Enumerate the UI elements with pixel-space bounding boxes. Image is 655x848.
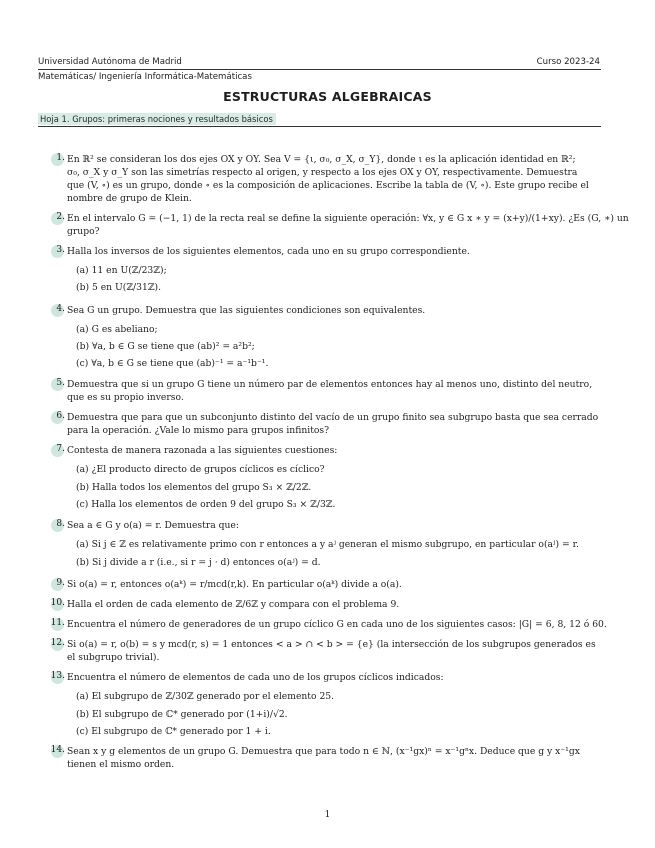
problem-statement	[67, 304, 603, 317]
problem-number	[39, 245, 65, 259]
problem-number-text: 4.	[56, 304, 65, 314]
problem-line: Encuentra el número de generadores de un grupo cíclico G en cada uno de los siguientes casos: |G| = 6, 8, 12 ó 60.	[67, 619, 607, 630]
problem-number-text: 7.	[56, 444, 65, 454]
university-name: Universidad Autónoma de Madrid	[38, 57, 182, 67]
problem-number-text: 10.	[50, 598, 65, 608]
problem-statement	[67, 598, 603, 611]
problem-number	[39, 444, 65, 458]
problem-statement	[67, 638, 603, 664]
problem-number	[39, 618, 65, 632]
problem-statement	[67, 618, 607, 631]
problem-statement	[67, 745, 603, 771]
subitem: (c) El subgrupo de ℂ* generado por 1 + i.	[76, 726, 271, 737]
problem-line: que (V, ∘) es un grupo, donde ∘ es la composición de aplicaciones. Escribe la tabla de (V, ∘). Este grupo recibe el	[67, 180, 589, 191]
subitem: (a) ¿El producto directo de grupos cíclicos es cíclico?	[76, 464, 325, 475]
header-rule-bottom	[38, 126, 601, 127]
page-number: 1	[324, 810, 331, 820]
problem-line: Si o(a) = r, entonces o(aᵏ) = r/mcd(r,k). En particular o(aᵏ) divide a o(a).	[67, 579, 402, 590]
problem-number	[39, 598, 65, 612]
problem-number-text: 5.	[56, 378, 65, 388]
problem-number-text: 1.	[56, 153, 65, 163]
header-rule-top	[38, 69, 601, 70]
problem-number-text: 12.	[50, 638, 65, 648]
problem-line: σ₀, σ_X y σ_Y son las simetrías respecto al origen, y respecto a los ejes OX y OY, respectivamente. Demuestra	[67, 167, 578, 178]
problem-number	[39, 153, 65, 167]
problem-line: nombre de grupo de Klein.	[67, 193, 192, 204]
course-year: Curso 2023-24	[536, 57, 600, 67]
problem-number	[39, 378, 65, 392]
problem-line: Sea G un grupo. Demuestra que las siguientes condiciones son equivalentes.	[67, 305, 426, 316]
subitem: (b) Halla todos los elementos del grupo S₃ × ℤ/2ℤ.	[76, 482, 312, 493]
problem-line: Sean x y g elementos de un grupo G. Demuestra que para todo n ∈ ℕ, (x⁻¹gx)ⁿ = x⁻¹gⁿx. Deduce que g y x⁻¹gx	[67, 746, 580, 757]
document-title: ESTRUCTURAS ALGEBRAICAS	[223, 89, 432, 104]
problem-number	[39, 671, 65, 685]
problem-statement	[67, 671, 603, 684]
problem-number-text: 13.	[50, 671, 65, 681]
subitem: (b) ∀a, b ∈ G se tiene que (ab)² = a²b²;	[76, 341, 255, 352]
problem-number	[39, 519, 65, 533]
problem-number	[39, 212, 65, 226]
problem-number	[39, 638, 65, 652]
problem-statement	[67, 444, 603, 457]
problem-line: tienen el mismo orden.	[67, 759, 175, 770]
problem-line: Halla el orden de cada elemento de ℤ/6ℤ y compara con el problema 9.	[67, 599, 400, 610]
problem-number-text: 14.	[50, 745, 65, 755]
problem-statement	[67, 153, 603, 205]
problem-number	[39, 745, 65, 759]
problem-number	[39, 304, 65, 318]
subitem: (a) 11 en U(ℤ/23ℤ);	[76, 265, 167, 276]
problem-number-text: 3.	[56, 245, 65, 255]
problem-line: Contesta de manera razonada a las siguientes cuestiones:	[67, 445, 338, 456]
problem-line: Demuestra que para que un subconjunto distinto del vacío de un grupo finito sea subgrupo basta que sea cerrado	[67, 412, 599, 423]
subitem: (a) G es abeliano;	[76, 324, 158, 335]
subitem: (a) El subgrupo de ℤ/30ℤ generado por el elemento 25.	[76, 691, 335, 702]
problem-number	[39, 578, 65, 592]
problem-number-text: 6.	[56, 411, 65, 421]
problem-line: que es su propio inverso.	[67, 392, 184, 403]
problem-statement	[67, 245, 603, 258]
problem-statement	[67, 411, 603, 437]
problem-line: Demuestra que si un grupo G tiene un número par de elementos entonces hay al menos uno, distinto del neutro,	[67, 379, 593, 390]
degree-name: Matemáticas/ Ingeniería Informática-Matemáticas	[38, 72, 252, 82]
problem-line: para la operación. ¿Vale lo mismo para grupos infinitos?	[67, 425, 330, 436]
subitem: (b) El subgrupo de ℂ* generado por (1+i)/√2.	[76, 709, 288, 720]
problem-number-text: 9.	[56, 578, 65, 588]
problem-line: grupo?	[67, 226, 100, 237]
problem-line: Halla los inversos de los siguientes elementos, cada uno en su grupo correspondiente.	[67, 246, 470, 257]
subitem: (b) 5 en U(ℤ/31ℤ).	[76, 282, 162, 293]
problem-statement	[67, 378, 603, 404]
problem-line: En el intervalo G = (−1, 1) de la recta real se define la siguiente operación: ∀x, y ∈ G x ∗ y = (x+y)/(1+xy). ¿Es (G, ∗) un	[67, 213, 629, 224]
subitem: (b) Si j divide a r (i.e., si r = j · d) entonces o(aʲ) = d.	[76, 557, 321, 568]
problem-line: Sea a ∈ G y o(a) = r. Demuestra que:	[67, 520, 239, 531]
problem-number	[39, 411, 65, 425]
problem-line: Si o(a) = r, o(b) = s y mcd(r, s) = 1 entonces < a > ∩ < b > = {e} (la intersección de los subgrupos generados es	[67, 639, 596, 650]
problem-statement	[67, 212, 629, 238]
problem-line: Encuentra el número de elementos de cada uno de los grupos cíclicos indicados:	[67, 672, 444, 683]
subitem: (a) Si j ∈ ℤ es relativamente primo con r entonces a y aʲ generan el mismo subgrupo, en particular o(aʲ) = r.	[76, 539, 579, 550]
problem-number-text: 11.	[50, 618, 65, 628]
problem-line: En ℝ² se consideran los dos ejes OX y OY. Sea V = {ι, σ₀, σ_X, σ_Y}, donde ι es la aplicación identidad en ℝ²;	[67, 154, 576, 165]
subitem: (c) Halla los elementos de orden 9 del grupo S₃ × ℤ/3ℤ.	[76, 499, 336, 510]
problem-number-text: 2.	[56, 212, 65, 222]
problem-statement	[67, 519, 603, 532]
subitem: (c) ∀a, b ∈ G se tiene que (ab)⁻¹ = a⁻¹b⁻¹.	[76, 358, 269, 369]
problem-statement	[67, 578, 603, 591]
sheet-label: Hoja 1. Grupos: primeras nociones y resultados básicos	[38, 113, 276, 125]
problem-number-text: 8.	[56, 519, 65, 529]
problem-line: el subgrupo trivial).	[67, 652, 160, 663]
